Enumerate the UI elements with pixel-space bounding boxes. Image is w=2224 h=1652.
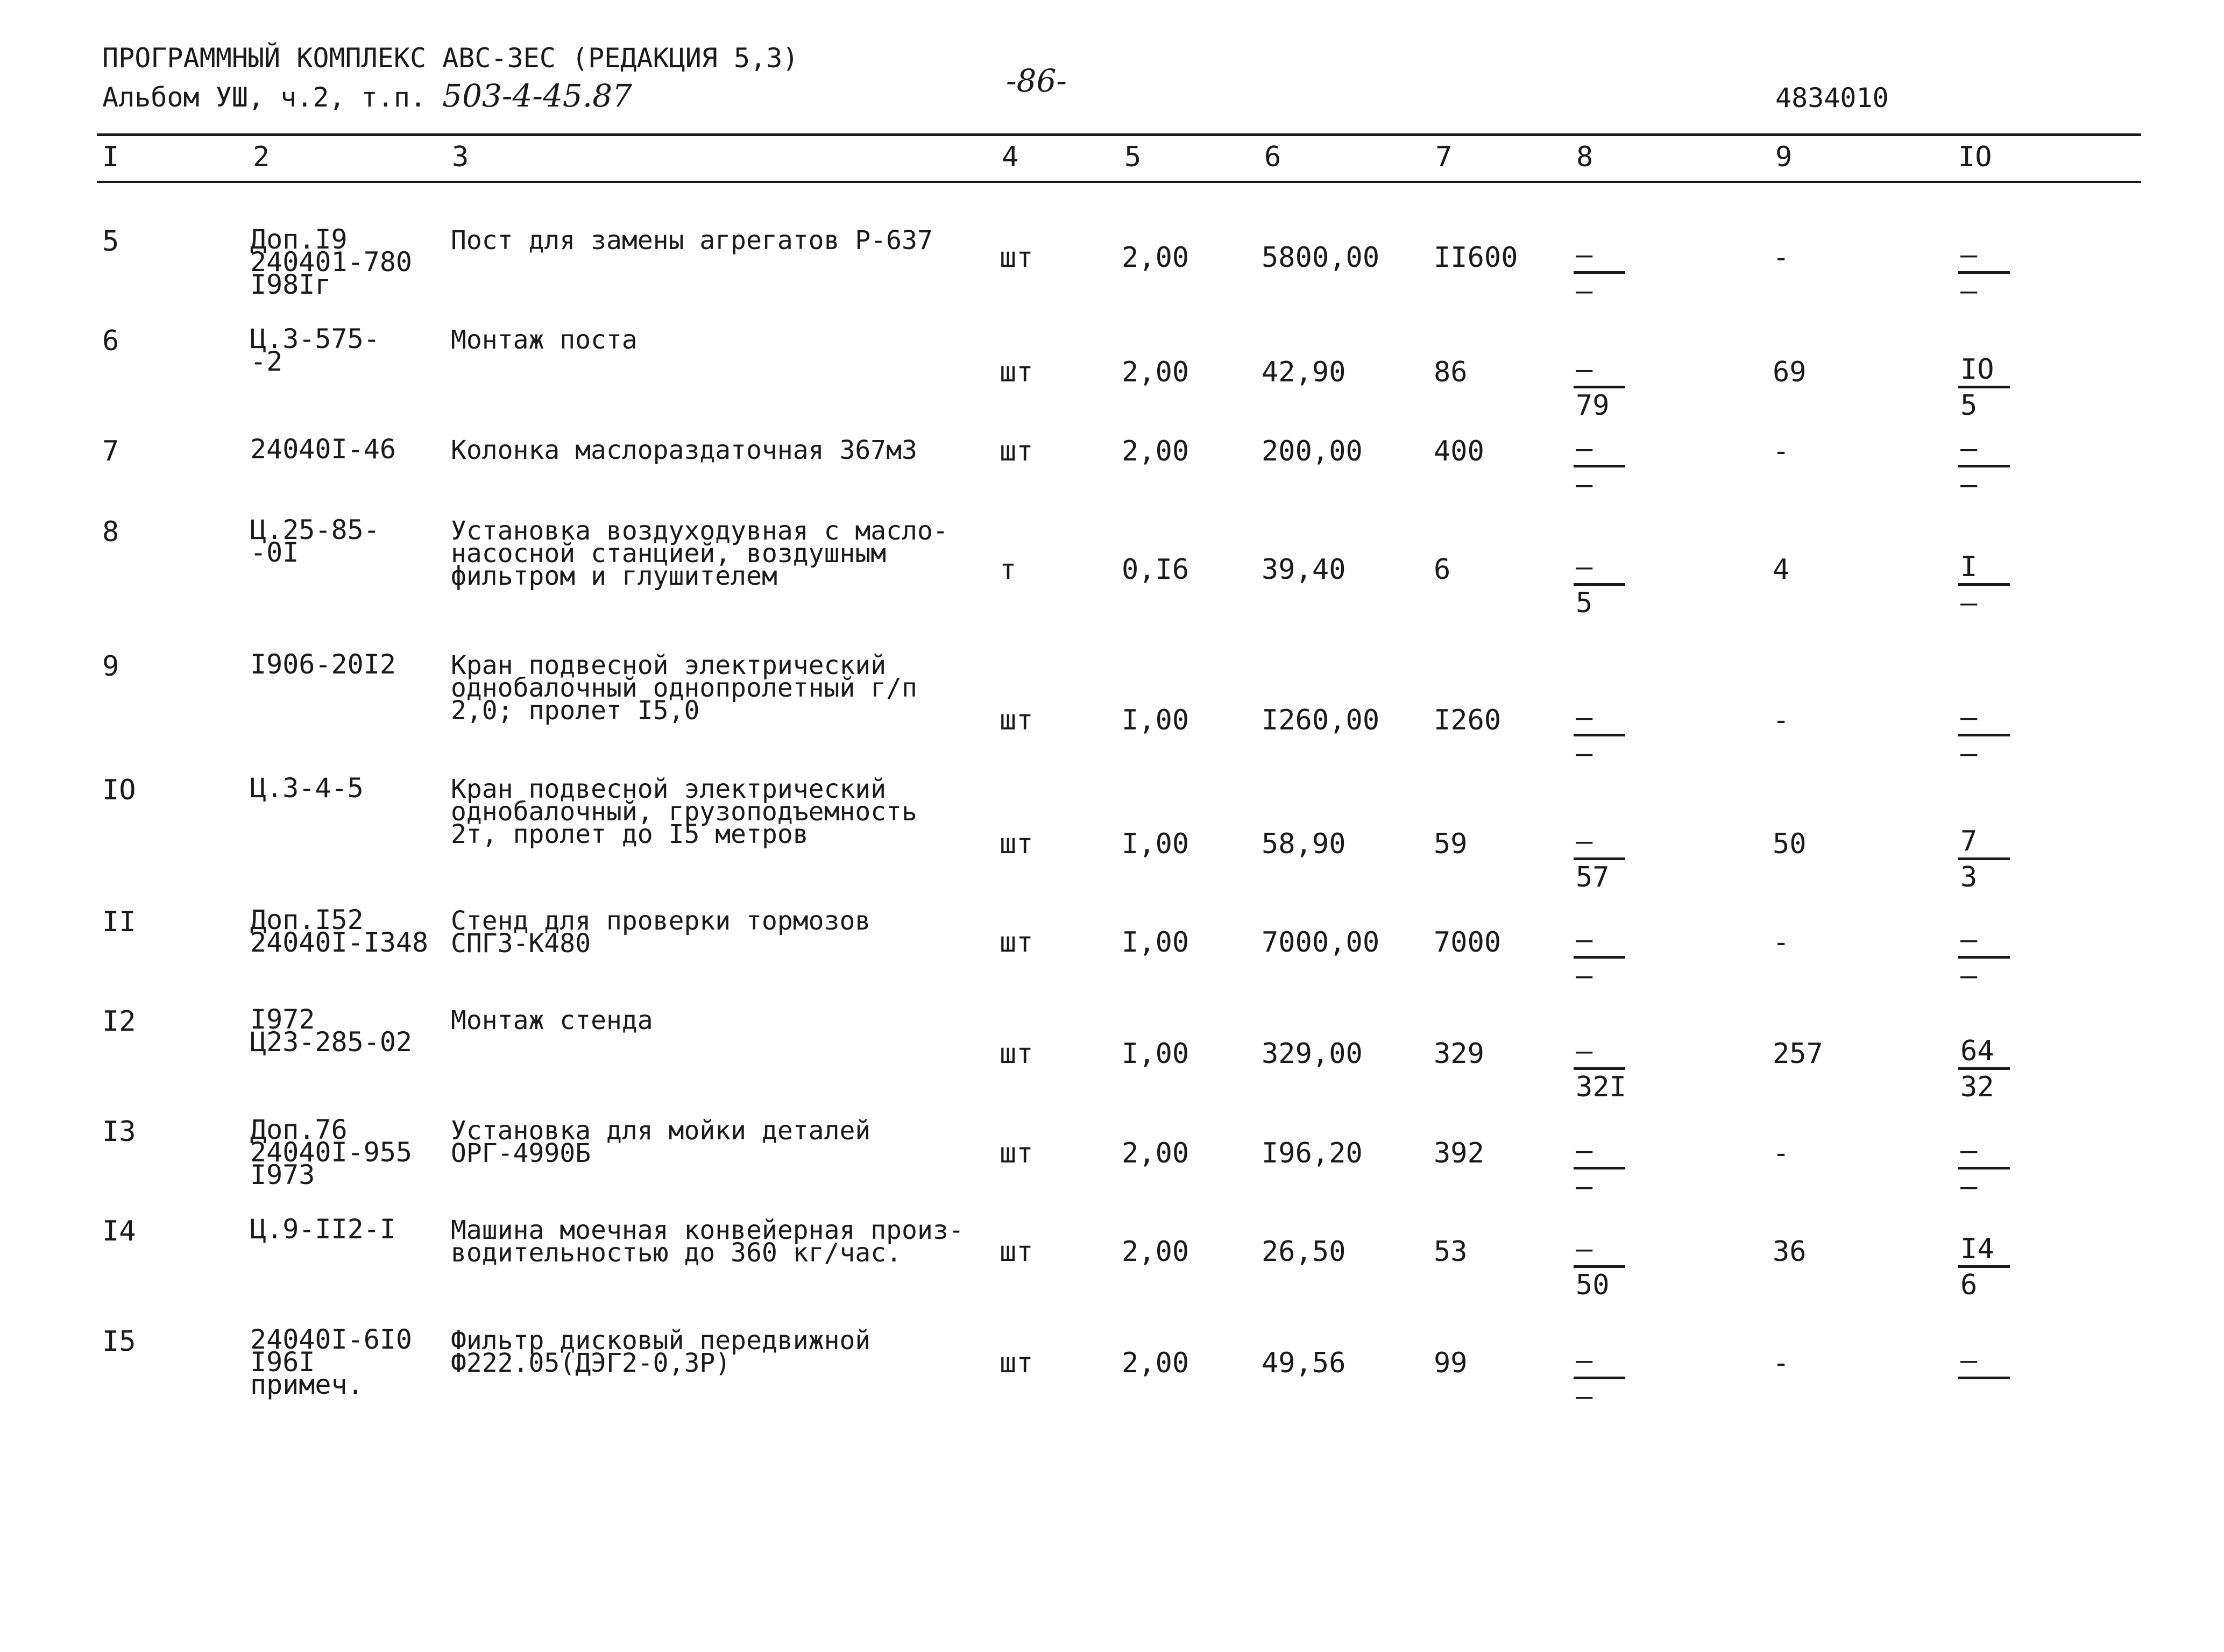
row-name: Монтаж стенда	[451, 1005, 653, 1036]
row-col10-denominator: –	[1960, 1171, 1978, 1203]
row-number: I4	[102, 1215, 136, 1247]
row-total: 392	[1434, 1137, 1484, 1169]
row-col9: -	[1773, 435, 1790, 467]
row-price: 58,90	[1262, 828, 1346, 860]
row-col8-numerator: –	[1576, 701, 1593, 734]
row-name: Пост для замены агрегатов Р-637	[451, 225, 933, 256]
row-col10-denominator: 5	[1960, 389, 1978, 422]
row-col8-denominator: 32I	[1576, 1071, 1626, 1103]
row-col8	[1574, 1344, 1633, 1413]
row-total: 400	[1434, 435, 1484, 467]
row-price: I96,20	[1262, 1137, 1363, 1169]
row-quantity: 2,00	[1122, 242, 1189, 274]
table-top-rule	[97, 133, 2141, 136]
row-code: Доп.I52 24040I-I348	[250, 904, 429, 958]
row-col10-fraction-bar	[1958, 857, 2010, 860]
row-col10	[1958, 353, 2017, 422]
row-name: Колонка маслораздаточная 367м3	[451, 435, 917, 465]
row-total: 7000	[1434, 926, 1501, 959]
row-col9: 4	[1773, 554, 1790, 586]
row-col10-denominator: –	[1960, 960, 1978, 992]
row-number: IO	[102, 774, 136, 806]
row-total: 329	[1434, 1038, 1484, 1070]
row-total: II600	[1434, 242, 1518, 274]
row-col8-numerator: –	[1576, 433, 1593, 465]
row-unit: шт	[1000, 242, 1033, 274]
row-col9: -	[1773, 242, 1790, 274]
row-col8	[1574, 241, 1633, 305]
row-code: Доп.76 24040I-955 I973	[250, 1114, 413, 1190]
column-header-6: 6	[1264, 141, 1281, 173]
row-col8-numerator: –	[1576, 924, 1593, 956]
row-col10	[1958, 241, 2017, 305]
row-col8	[1574, 1137, 1633, 1201]
row-col10	[1958, 1037, 2017, 1101]
row-price: 42,90	[1262, 356, 1346, 388]
column-header-5: 5	[1124, 141, 1142, 173]
row-total: 59	[1434, 828, 1468, 860]
row-col8	[1574, 825, 1633, 894]
row-col10-fraction-bar	[1958, 1067, 2010, 1070]
column-header-3: 3	[452, 141, 469, 173]
row-price: 49,56	[1262, 1347, 1346, 1379]
row-name: Стенд для проверки тормозов СПГЗ-К480	[451, 906, 871, 959]
row-code: Ц.9-II2-I	[250, 1214, 396, 1245]
row-col10-denominator: –	[1960, 469, 1978, 501]
row-col10-fraction-bar	[1958, 1377, 2010, 1379]
row-name: Монтаж поста	[451, 325, 638, 355]
row-col9: -	[1773, 704, 1790, 736]
row-quantity: 2,00	[1122, 1236, 1189, 1268]
row-quantity: I,00	[1122, 1038, 1189, 1070]
row-code: 24040I-6I0 I96I примеч.	[250, 1324, 413, 1400]
row-col10-numerator: 64	[1960, 1035, 1994, 1067]
row-unit: шт	[1000, 356, 1033, 388]
row-col9: 69	[1773, 356, 1807, 388]
row-code: Доп.I9 240401-780 I98Iг	[250, 224, 413, 300]
row-col8-denominator: –	[1576, 1380, 1593, 1413]
row-number: 6	[102, 325, 119, 357]
row-col9: -	[1773, 926, 1790, 959]
row-unit: шт	[1000, 1038, 1033, 1070]
row-col10-fraction-bar	[1958, 271, 2010, 274]
row-code: 24040I-46	[250, 434, 396, 465]
row-col9: 50	[1773, 828, 1807, 860]
row-quantity: I,00	[1122, 704, 1189, 736]
row-col10-numerator: –	[1960, 433, 1978, 465]
header-handwritten-code: 503-4-45.87	[442, 77, 633, 114]
row-col10-denominator: 32	[1960, 1071, 1994, 1103]
document-code: 4834010	[1775, 82, 1889, 114]
row-col10-denominator: 6	[1960, 1269, 1978, 1301]
row-col8	[1574, 1037, 1633, 1101]
row-col10-fraction-bar	[1958, 734, 2010, 736]
row-col10-numerator: –	[1960, 239, 1978, 271]
column-header-8: 8	[1576, 141, 1593, 173]
row-col10	[1958, 435, 2017, 499]
row-name: Машина моечная конвейерная произ- водительностью до 360 кг/час.	[451, 1215, 964, 1268]
row-unit: шт	[1000, 926, 1033, 959]
row-price: 200,00	[1262, 435, 1363, 467]
column-header-2: 2	[253, 141, 270, 173]
row-col8	[1574, 353, 1633, 422]
row-total: I260	[1434, 704, 1501, 736]
column-header-1: I	[102, 141, 119, 173]
row-unit: шт	[1000, 1236, 1033, 1268]
row-number: 9	[102, 650, 119, 683]
row-unit: шт	[1000, 435, 1033, 467]
row-price: 5800,00	[1262, 242, 1380, 274]
row-col10-fraction-bar	[1958, 583, 2010, 586]
row-col8-numerator: –	[1576, 1344, 1593, 1377]
row-col10-fraction-bar	[1958, 465, 2010, 467]
row-col10	[1958, 1346, 2017, 1382]
table-header-rule	[97, 181, 2141, 183]
row-col8-fraction-bar	[1574, 857, 1625, 860]
header-line-2	[102, 77, 633, 114]
row-number: 8	[102, 516, 119, 548]
row-col10	[1958, 1137, 2017, 1201]
row-quantity: 2,00	[1122, 1347, 1189, 1379]
row-col8-denominator: –	[1576, 960, 1593, 992]
row-col8-fraction-bar	[1574, 583, 1625, 586]
row-number: I2	[102, 1005, 136, 1038]
row-col8-fraction-bar	[1574, 465, 1625, 467]
row-col8	[1574, 1235, 1633, 1299]
row-col10-fraction-bar	[1958, 1265, 2010, 1268]
column-header-10: IO	[1958, 141, 1992, 173]
row-unit: т	[1000, 554, 1017, 586]
row-quantity: 2,00	[1122, 1137, 1189, 1169]
row-name: Установка воздуходувная с масло- насосной станцией, воздушным фильтром и глушителем	[451, 516, 948, 591]
row-col10	[1958, 1235, 2017, 1299]
row-col8-numerator: –	[1576, 825, 1593, 857]
row-col8-numerator: –	[1576, 551, 1593, 583]
row-col10	[1958, 926, 2017, 990]
row-col8-denominator: 57	[1576, 861, 1610, 894]
row-col8-denominator: –	[1576, 738, 1593, 770]
row-unit: шт	[1000, 1137, 1033, 1169]
row-col10-denominator: –	[1960, 275, 1978, 307]
row-price: 329,00	[1262, 1038, 1363, 1070]
row-quantity: 0,I6	[1122, 554, 1189, 586]
row-col8-fraction-bar	[1574, 1167, 1625, 1169]
row-col10-numerator: –	[1960, 1344, 1978, 1377]
row-number: 5	[102, 225, 119, 258]
row-col9: 36	[1773, 1236, 1807, 1268]
row-col8-numerator: –	[1576, 1233, 1593, 1265]
page-number: -86-	[1006, 62, 1067, 99]
row-col8-denominator: 5	[1576, 587, 1593, 619]
column-header-7: 7	[1435, 141, 1453, 173]
row-unit: шт	[1000, 828, 1033, 860]
row-col8-denominator: 50	[1576, 1269, 1610, 1301]
row-name: Установка для мойки деталей ОРГ-4990Б	[451, 1116, 871, 1168]
row-col10-denominator: 3	[1960, 861, 1978, 894]
row-col8-denominator: –	[1576, 1171, 1593, 1203]
row-unit: шт	[1000, 1347, 1033, 1379]
row-col10-numerator: IO	[1960, 353, 1994, 386]
header-line-1: ПРОГРАММНЫЙ КОМПЛЕКС АВС-3ЕС (РЕДАКЦИЯ 5,3)	[102, 42, 799, 74]
row-col8-fraction-bar	[1574, 271, 1625, 274]
row-col10-denominator: –	[1960, 738, 1978, 770]
row-col10	[1958, 825, 2017, 894]
row-number: I5	[102, 1325, 136, 1358]
row-col10-denominator: –	[1960, 587, 1978, 619]
row-col8-numerator: –	[1576, 1035, 1593, 1067]
row-total: 53	[1434, 1236, 1468, 1268]
row-col9: -	[1773, 1347, 1790, 1379]
row-col8-fraction-bar	[1574, 1067, 1625, 1070]
row-col8-fraction-bar	[1574, 1377, 1625, 1379]
row-col8-numerator: –	[1576, 239, 1593, 271]
row-quantity: I,00	[1122, 828, 1189, 860]
row-code: I972 Ц23-285-02	[250, 1004, 413, 1058]
row-col8	[1574, 701, 1633, 770]
row-col10-numerator: I	[1960, 551, 1978, 583]
row-name: Фильтр дисковый передвижной Ф222.05(ДЭГ2-0,3Р)	[451, 1325, 871, 1378]
row-code: I906-20I2	[250, 649, 396, 680]
row-total: 99	[1434, 1347, 1468, 1379]
row-col10	[1958, 701, 2017, 770]
row-code: Ц.3-4-5	[250, 772, 364, 804]
row-col10-numerator: 7	[1960, 825, 1978, 857]
row-col8-numerator: –	[1576, 353, 1593, 386]
row-col10-numerator: –	[1960, 701, 1978, 734]
row-name: Кран подвесной электрический однобалочный, грузоподъемность 2т, пролет до I5 метров	[451, 774, 917, 849]
row-col8-fraction-bar	[1574, 1265, 1625, 1268]
row-col10-numerator: –	[1960, 924, 1978, 956]
row-price: I260,00	[1262, 704, 1380, 736]
row-price: 39,40	[1262, 554, 1346, 586]
row-number: 7	[102, 435, 119, 467]
row-number: II	[102, 906, 136, 938]
row-number: I3	[102, 1116, 136, 1148]
row-quantity: I,00	[1122, 926, 1189, 959]
row-col10-numerator: –	[1960, 1135, 1978, 1167]
row-name: Кран подвесной электрический однобалочный однопролетный г/п 2,0; пролет I5,0	[451, 650, 917, 726]
column-header-4: 4	[1002, 141, 1019, 173]
column-header-9: 9	[1775, 141, 1793, 173]
row-col8-denominator: –	[1576, 469, 1593, 501]
row-col8-fraction-bar	[1574, 734, 1625, 736]
row-code: Ц.3-575- -2	[250, 323, 380, 377]
row-unit: шт	[1000, 704, 1033, 736]
row-col10-fraction-bar	[1958, 1167, 2010, 1169]
row-quantity: 2,00	[1122, 435, 1189, 467]
row-total: 86	[1434, 356, 1468, 388]
row-col8	[1574, 553, 1633, 617]
row-code: Ц.25-85- -0I	[250, 514, 380, 568]
row-col10-fraction-bar	[1958, 386, 2010, 388]
row-col8-numerator: –	[1576, 1135, 1593, 1167]
row-price: 26,50	[1262, 1236, 1346, 1268]
row-col8	[1574, 435, 1633, 499]
row-col10-numerator: I4	[1960, 1233, 1994, 1265]
header-line-2-prefix: Альбом УШ, ч.2, т.п.	[102, 82, 427, 113]
row-col9: 257	[1773, 1038, 1823, 1070]
row-col8-denominator: 79	[1576, 389, 1610, 422]
row-total: 6	[1434, 554, 1451, 586]
row-col10-fraction-bar	[1958, 956, 2010, 959]
row-col9: -	[1773, 1137, 1790, 1169]
row-col8-fraction-bar	[1574, 386, 1625, 388]
row-col8-fraction-bar	[1574, 956, 1625, 959]
row-price: 7000,00	[1262, 926, 1380, 959]
row-col8-denominator: –	[1576, 275, 1593, 307]
row-quantity: 2,00	[1122, 356, 1189, 388]
row-col8	[1574, 926, 1633, 990]
row-col10	[1958, 553, 2017, 617]
